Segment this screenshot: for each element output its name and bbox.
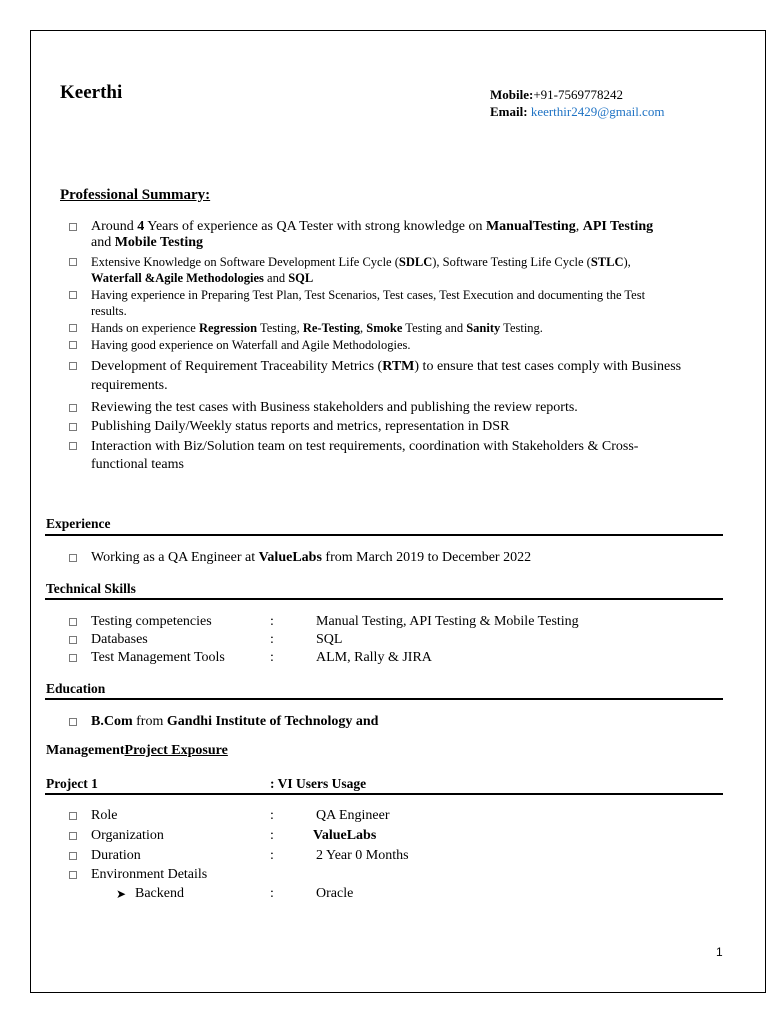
summary-item: Reviewing the test cases with Business stakeholders and publishing the review reports. <box>91 400 578 415</box>
summary-item: Around 4 Years of experience as QA Tester with strong knowledge on ManualTesting, API Testing and Mobile Testing <box>91 219 654 250</box>
summary-item: Publishing Daily/Weekly status reports and metrics, representation in DSR <box>91 419 510 434</box>
section-rule <box>45 793 723 795</box>
project-name: : VI Users Usage <box>270 776 367 791</box>
project-title: Project 1 <box>46 776 98 791</box>
bullet-icon <box>69 852 77 860</box>
bullet-icon <box>69 618 77 626</box>
skill-value: ALM, Rally & JIRA <box>316 650 432 665</box>
bullet-icon <box>69 636 77 644</box>
skill-label: Databases <box>91 632 148 647</box>
project-sub-value: Oracle <box>316 886 354 901</box>
bullet-icon <box>69 442 77 450</box>
skills-heading: Technical Skills <box>46 581 136 596</box>
experience-item: Working as a QA Engineer at ValueLabs from March 2019 to December 2022 <box>91 550 532 565</box>
bullet-icon <box>69 423 77 431</box>
skill-label: Testing competencies <box>91 614 212 629</box>
arrow-bullet-icon: ➤ <box>116 887 127 901</box>
skill-colon: : <box>270 614 274 629</box>
education-line2: ManagementProject Exposure <box>46 743 228 758</box>
bullet-icon <box>69 341 77 349</box>
project-sub-label: Backend <box>135 886 184 901</box>
project-colon: : <box>270 808 274 823</box>
mobile-value: +91-7569778242 <box>533 87 623 102</box>
email-label: Email: <box>490 104 528 119</box>
skill-label: Test Management Tools <box>91 650 225 665</box>
project-label: Role <box>91 808 118 823</box>
project-colon: : <box>270 848 274 863</box>
section-rule <box>45 534 723 536</box>
bullet-icon <box>69 554 77 562</box>
education-item: B.Com from Gandhi Institute of Technology and <box>91 714 379 729</box>
project-exposure-heading: Project Exposure <box>124 743 228 758</box>
bullet-icon <box>69 871 77 879</box>
candidate-name: Keerthi <box>60 82 123 103</box>
mobile-line <box>490 87 623 103</box>
project-colon: : <box>270 886 274 901</box>
experience-heading: Experience <box>46 516 111 531</box>
project-label: Organization <box>91 828 164 843</box>
summary-item: Hands on experience Regression Testing, Re-Testing, Smoke Testing and Sanity Testing. <box>91 321 543 335</box>
section-rule <box>45 698 723 700</box>
project-label: Environment Details <box>91 867 208 882</box>
section-rule <box>45 598 723 600</box>
bullet-icon <box>69 832 77 840</box>
bullet-icon <box>69 654 77 662</box>
mobile-label: Mobile: <box>490 87 534 102</box>
bullet-icon <box>69 718 77 726</box>
education-heading: Education <box>46 681 106 696</box>
bullet-icon <box>69 258 77 266</box>
email-line <box>490 104 664 120</box>
summary-item: Extensive Knowledge on Software Development Life Cycle (SDLC), Software Testing Life Cycle (STLC), Waterfall &Agile Methodologies and SQL <box>91 255 631 285</box>
summary-item: Development of Requirement Traceability Metrics (RTM) to ensure that test cases comply with Business requirements. <box>91 359 682 393</box>
bullet-icon <box>69 223 77 231</box>
summary-item: Having good experience on Waterfall and Agile Methodologies. <box>91 338 411 352</box>
project-value: 2 Year 0 Months <box>316 848 409 863</box>
page-number: 1 <box>716 945 723 959</box>
bullet-icon <box>69 362 77 370</box>
project-value: ValueLabs <box>313 828 377 843</box>
skill-colon: : <box>270 650 274 665</box>
skill-value: Manual Testing, API Testing & Mobile Testing <box>316 614 579 629</box>
summary-item: Interaction with Biz/Solution team on test requirements, coordination with Stakeholders & Cross- functional teams <box>91 439 639 472</box>
bullet-icon <box>69 291 77 299</box>
skill-colon: : <box>270 632 274 647</box>
bullet-icon <box>69 324 77 332</box>
bullet-icon <box>69 812 77 820</box>
project-colon: : <box>270 828 274 843</box>
email-link[interactable]: keerthir2429@gmail.com <box>530 104 665 119</box>
summary-item: Having experience in Preparing Test Plan, Test Scenarios, Test cases, Test Execution and documenting the Test results. <box>91 288 646 318</box>
project-label: Duration <box>91 848 141 863</box>
summary-heading: Professional Summary: <box>60 187 211 203</box>
project-value: QA Engineer <box>316 808 390 823</box>
skill-value: SQL <box>316 632 343 647</box>
bullet-icon <box>69 404 77 412</box>
